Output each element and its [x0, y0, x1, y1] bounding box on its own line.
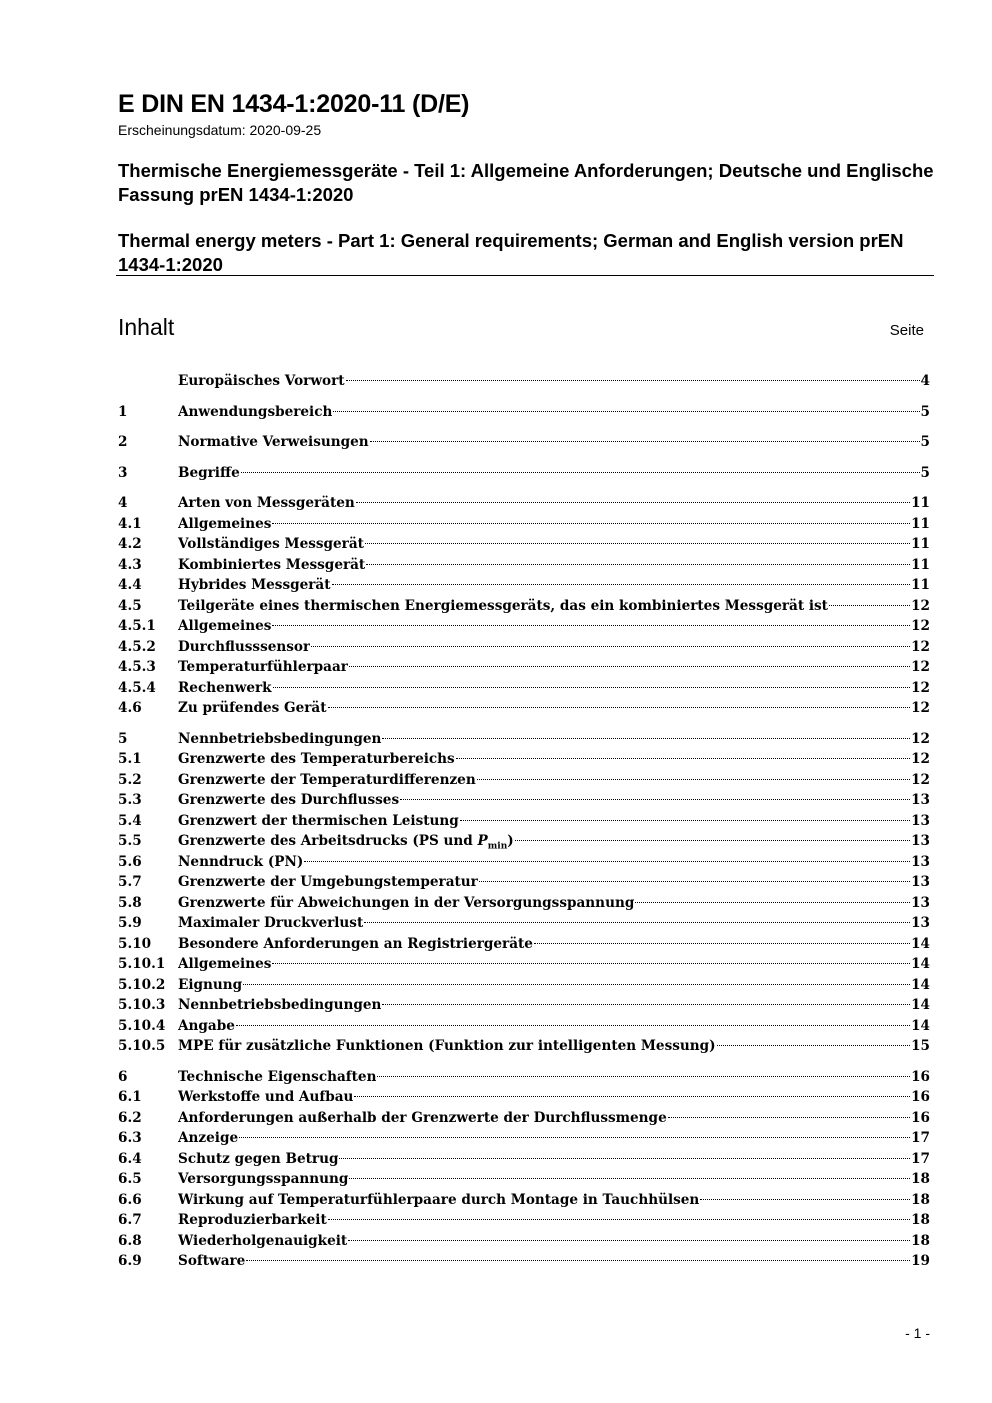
toc-dot-leader: [239, 1135, 910, 1138]
toc-entry-number: 5.8: [118, 894, 142, 911]
toc-entry-page: 18: [911, 1191, 930, 1208]
toc-entry-number: 4.5: [118, 597, 142, 614]
toc-entry-page: 14: [911, 997, 930, 1013]
toc-entry-page: 12: [911, 597, 930, 614]
toc-entry-title: Zu prüfendes Gerät: [178, 700, 327, 716]
toc-entry-page: 18: [911, 1232, 930, 1249]
toc-entry-title: Teilgeräte eines thermischen Energiemessgeräts, das ein kombiniertes Messgerät ist: [178, 597, 828, 614]
toc-entry-number: 4: [118, 495, 128, 511]
toc-entry-title: Rechenwerk: [178, 679, 272, 696]
toc-entry[interactable]: [118, 1087, 930, 1108]
toc-entry-page: 17: [911, 1150, 930, 1167]
toc-dot-leader: [366, 562, 910, 565]
toc-dot-leader: [668, 1115, 910, 1118]
toc-entry-number: 4.5.1: [118, 618, 156, 634]
toc-entry-page: 11: [911, 536, 930, 552]
toc-entry-page: 12: [911, 751, 930, 767]
toc-entry-title: Durchflusssensor: [178, 638, 311, 655]
toc-entry-page: 14: [911, 956, 930, 972]
toc-entry-title: Europäisches Vorwort: [178, 373, 345, 389]
toc-entry[interactable]: [118, 975, 930, 996]
toc-entry[interactable]: [118, 790, 930, 811]
title-german: Thermische Energiemessgeräte - Teil 1: Allgemeine Anforderungen; Deutsche und Englische Fassung prEN 1434-1:2020: [118, 160, 934, 205]
toc-entry[interactable]: [118, 596, 930, 617]
toc-entry-number: 5.2: [118, 771, 142, 788]
toc-entry-number: 5.1: [118, 751, 142, 767]
toc-dot-leader: [354, 1094, 910, 1097]
toc-entry-title: Wiederholgenauigkeit: [178, 1232, 348, 1249]
toc-entry[interactable]: [118, 934, 930, 955]
toc-entry-page: 18: [911, 1171, 930, 1187]
toc-heading: Inhalt: [118, 314, 175, 340]
toc-entry-number: 5.5: [118, 833, 142, 849]
toc-entry[interactable]: [118, 1128, 930, 1149]
toc-dot-leader: [272, 623, 910, 626]
toc-entry[interactable]: [118, 770, 930, 791]
toc-entry-number: 1: [118, 403, 128, 420]
toc-entry-page: 5: [920, 464, 930, 481]
toc-dot-leader: [356, 500, 910, 503]
toc-entry-number: 6.2: [118, 1109, 142, 1126]
toc-entry-title: Nennbetriebsbedingungen: [178, 997, 382, 1013]
toc-dot-leader: [273, 685, 911, 688]
min-subscript: min: [487, 841, 508, 852]
toc-entry-page: 14: [911, 1017, 930, 1034]
toc-entry-page: 13: [911, 853, 930, 870]
toc-entry[interactable]: [118, 555, 930, 576]
toc-entry-title: Temperaturfühlerpaar: [178, 659, 348, 675]
toc-entry-page: 11: [911, 577, 930, 593]
toc-entry[interactable]: [118, 514, 930, 535]
toc-dot-leader: [460, 818, 910, 821]
toc-entry-page: 13: [911, 792, 930, 808]
toc-entry-number: 4.5.2: [118, 638, 156, 655]
toc-entry[interactable]: [118, 432, 930, 453]
toc-entry-title: Grenzwerte des Temperaturbereichs: [178, 751, 455, 767]
toc-dot-leader: [382, 1002, 910, 1005]
toc-entry-page: 19: [911, 1253, 930, 1269]
toc-entry-page: 17: [911, 1130, 930, 1146]
toc-dot-leader: [339, 1156, 910, 1159]
toc-entry-number: 5.10.1: [118, 956, 166, 972]
toc-entry-number: 4.4: [118, 577, 142, 593]
toc-entry[interactable]: [118, 463, 930, 484]
toc-entry-number: 6: [118, 1068, 128, 1085]
toc-dot-leader: [304, 859, 910, 862]
toc-entry-title: Allgemeines: [178, 618, 272, 634]
toc-entry-number: 4.5.4: [118, 679, 156, 696]
toc-entry[interactable]: [118, 1231, 930, 1252]
toc-entry-number: 5.10.4: [118, 1017, 166, 1034]
toc-entry-number: 5.10.5: [118, 1038, 166, 1054]
toc-entry-number: 4.6: [118, 700, 142, 716]
toc-entry-page: 13: [911, 874, 930, 890]
toc-entry-page: 12: [911, 638, 930, 655]
toc-entry-page: 18: [911, 1212, 930, 1228]
toc-entry[interactable]: [118, 1169, 930, 1190]
toc-entry-title: Werkstoffe und Aufbau: [178, 1089, 354, 1105]
toc-dot-leader: [328, 1217, 910, 1220]
toc-dot-leader: [365, 541, 910, 544]
toc-entry-page: 15: [911, 1038, 930, 1054]
toc-dot-leader: [456, 756, 910, 759]
table-of-contents: [118, 371, 930, 1272]
toc-entry[interactable]: [118, 893, 930, 914]
toc-entry[interactable]: [118, 729, 930, 750]
toc-entry-number: 6.6: [118, 1191, 142, 1208]
toc-entry-number: 4.5.3: [118, 659, 156, 675]
header-divider: [116, 275, 934, 276]
toc-entry[interactable]: [118, 493, 930, 514]
toc-entry[interactable]: [118, 913, 930, 934]
toc-entry[interactable]: [118, 637, 930, 658]
toc-dot-leader: [400, 797, 910, 800]
toc-dot-leader: [515, 838, 910, 841]
toc-entry[interactable]: [118, 402, 930, 423]
toc-entry[interactable]: [118, 1210, 930, 1231]
toc-entry-title: Nennbetriebsbedingungen: [178, 730, 382, 747]
p-min-symbol: [477, 833, 508, 852]
toc-entry-page: 16: [911, 1089, 930, 1105]
toc-dot-leader: [311, 644, 910, 647]
toc-entry[interactable]: [118, 811, 930, 832]
p-symbol: P: [477, 833, 488, 849]
toc-entry-page: 13: [911, 812, 930, 829]
toc-entry-title: Grenzwerte des Durchflusses: [178, 792, 400, 808]
toc-entry-title: Reproduzierbarkeit: [178, 1212, 327, 1228]
toc-dot-leader: [272, 521, 910, 524]
toc-entry-number: 6.4: [118, 1150, 142, 1167]
toc-dot-leader: [364, 920, 910, 923]
toc-entry-title: Normative Verweisungen: [178, 434, 369, 450]
toc-dot-leader: [477, 777, 910, 780]
toc-entry-page: 13: [911, 833, 930, 849]
page-number: - 1 -: [905, 1325, 930, 1341]
toc-dot-leader: [328, 705, 911, 708]
toc-entry[interactable]: [118, 1190, 930, 1211]
toc-entry-number: 2: [118, 434, 128, 450]
toc-entry-page: 4: [920, 373, 930, 389]
toc-entry-title: Grenzwerte der Temperaturdifferenzen: [178, 771, 476, 788]
toc-entry[interactable]: [118, 698, 930, 719]
toc-entry-title: Anwendungsbereich: [178, 403, 333, 420]
toc-entry-title: Schutz gegen Betrug: [178, 1150, 339, 1167]
toc-entry[interactable]: [118, 872, 930, 893]
toc-dot-leader: [333, 409, 919, 412]
toc-entry-number: 4.2: [118, 536, 142, 552]
toc-entry-title: Kombiniertes Messgerät: [178, 556, 366, 573]
toc-entry-number: 5: [118, 730, 128, 747]
toc-entry-title: Allgemeines: [178, 956, 272, 972]
toc-entry-page: 5: [920, 403, 930, 420]
toc-entry-number: 4.1: [118, 515, 142, 532]
toc-entry-page: 11: [911, 556, 930, 573]
toc-entry-title-end: ): [507, 833, 514, 849]
toc-dot-leader: [236, 1023, 910, 1026]
toc-dot-leader: [243, 982, 910, 985]
toc-entry[interactable]: [118, 575, 930, 596]
toc-entry-title: Maximaler Druckverlust: [178, 915, 364, 931]
toc-entry-page: 5: [920, 434, 930, 450]
toc-dot-leader: [246, 1258, 910, 1261]
toc-entry-title: Eignung: [178, 976, 243, 993]
toc-entry[interactable]: [118, 852, 930, 873]
toc-dot-leader: [829, 603, 910, 606]
toc-entry-page: 11: [911, 515, 930, 532]
toc-entry[interactable]: [118, 678, 930, 699]
toc-entry-number: 6.9: [118, 1253, 142, 1269]
toc-entry[interactable]: [118, 616, 930, 637]
toc-entry[interactable]: [118, 749, 930, 770]
toc-entry-title: Begriffe: [178, 464, 240, 481]
toc-entry-number: 4.3: [118, 556, 142, 573]
publication-date: Erscheinungsdatum: 2020-09-25: [118, 122, 322, 138]
toc-entry-title: Wirkung auf Temperaturfühlerpaare durch Montage in Tauchhülsen: [178, 1191, 700, 1208]
toc-entry[interactable]: [118, 1016, 930, 1037]
toc-entry-page: 12: [911, 618, 930, 634]
toc-dot-leader: [348, 1238, 910, 1241]
toc-entry[interactable]: [118, 831, 930, 852]
toc-entry-title-text: Grenzwerte des Arbeitsdrucks (PS und: [178, 833, 478, 849]
toc-dot-leader: [332, 582, 911, 585]
toc-entry-number: 5.9: [118, 915, 142, 931]
toc-dot-leader: [349, 664, 910, 667]
toc-dot-leader: [717, 1043, 910, 1046]
toc-entry-title: Versorgungsspannung: [178, 1171, 349, 1187]
toc-entry-title: Anforderungen außerhalb der Grenzwerte der Durchflussmenge: [178, 1109, 667, 1126]
toc-entry-number: 3: [118, 464, 128, 481]
toc-entry-title: Anzeige: [178, 1130, 239, 1146]
toc-entry-page: 12: [911, 679, 930, 696]
toc-dot-leader: [700, 1197, 910, 1200]
toc-entry-title: Software: [178, 1253, 246, 1269]
toc-dot-leader: [382, 736, 910, 739]
toc-entry-page: 14: [911, 976, 930, 993]
toc-entry-number: 6.5: [118, 1171, 142, 1187]
toc-dot-leader: [534, 941, 910, 944]
toc-dot-leader: [635, 900, 910, 903]
toc-entry-title: Arten von Messgeräten: [178, 495, 355, 511]
toc-entry-title: Allgemeines: [178, 515, 272, 532]
toc-entry-page: 12: [911, 659, 930, 675]
toc-entry-page: 16: [911, 1109, 930, 1126]
toc-entry[interactable]: [118, 954, 930, 975]
title-english: Thermal energy meters - Part 1: General requirements; German and English version prEN 1434-1:2020: [118, 230, 904, 275]
toc-entry[interactable]: [118, 1108, 930, 1129]
toc-entry-page: 16: [911, 1068, 930, 1085]
toc-entry-title: Grenzwerte der Umgebungstemperatur: [178, 874, 478, 890]
toc-entry-number: 5.3: [118, 792, 142, 808]
toc-entry-title: Hybrides Messgerät: [178, 577, 331, 593]
toc-entry-number: 5.6: [118, 853, 142, 870]
toc-dot-leader: [241, 470, 920, 473]
toc-entry-number: 5.10.2: [118, 976, 166, 993]
document-id: E DIN EN 1434-1:2020-11 (D/E): [118, 90, 470, 118]
toc-entry-title: MPE für zusätzliche Funktionen (Funktion zur intelligenten Messung): [178, 1038, 716, 1054]
toc-entry-page: 12: [911, 700, 930, 716]
toc-dot-leader: [377, 1074, 910, 1077]
toc-entry-number: 6.1: [118, 1089, 142, 1105]
toc-entry[interactable]: [118, 371, 930, 392]
toc-entry-page: 12: [911, 730, 930, 747]
toc-entry-page: 11: [911, 495, 930, 511]
toc-dot-leader: [346, 378, 920, 381]
toc-entry-page: 12: [911, 771, 930, 788]
toc-entry-number: 5.10.3: [118, 997, 166, 1013]
toc-entry-title: Nenndruck (PN): [178, 853, 304, 870]
toc-entry-page: 13: [911, 915, 930, 931]
toc-entry-page: 13: [911, 894, 930, 911]
toc-entry-title: Grenzwerte für Abweichungen in der Versorgungsspannung: [178, 894, 635, 911]
toc-entry[interactable]: [118, 1067, 930, 1088]
toc-entry[interactable]: [118, 1036, 930, 1057]
toc-entry-number: 6.8: [118, 1232, 142, 1249]
toc-entry[interactable]: [118, 1149, 930, 1170]
toc-entry-number: 6.7: [118, 1212, 142, 1228]
toc-entry-number: 5.7: [118, 874, 142, 890]
toc-entry[interactable]: [118, 995, 930, 1016]
toc-entry[interactable]: [118, 1251, 930, 1272]
toc-entry-title: Vollständiges Messgerät: [178, 536, 364, 552]
toc-entry-number: 5.10: [118, 935, 152, 952]
toc-entry[interactable]: [118, 534, 930, 555]
toc-page-label: Seite: [889, 322, 924, 339]
toc-dot-leader: [349, 1176, 910, 1179]
toc-entry-title: Angabe: [178, 1017, 235, 1034]
toc-entry-title: Technische Eigenschaften: [178, 1068, 377, 1085]
toc-entry-page: 14: [911, 935, 930, 952]
toc-entry-title: Besondere Anforderungen an Registriergeräte: [178, 935, 533, 952]
toc-dot-leader: [370, 439, 920, 442]
toc-entry-number: 5.4: [118, 812, 142, 829]
toc-entry-title: Grenzwert der thermischen Leistung: [178, 812, 459, 829]
toc-dot-leader: [272, 961, 910, 964]
toc-entry-number: 6.3: [118, 1130, 142, 1146]
toc-entry[interactable]: [118, 657, 930, 678]
toc-dot-leader: [479, 879, 910, 882]
